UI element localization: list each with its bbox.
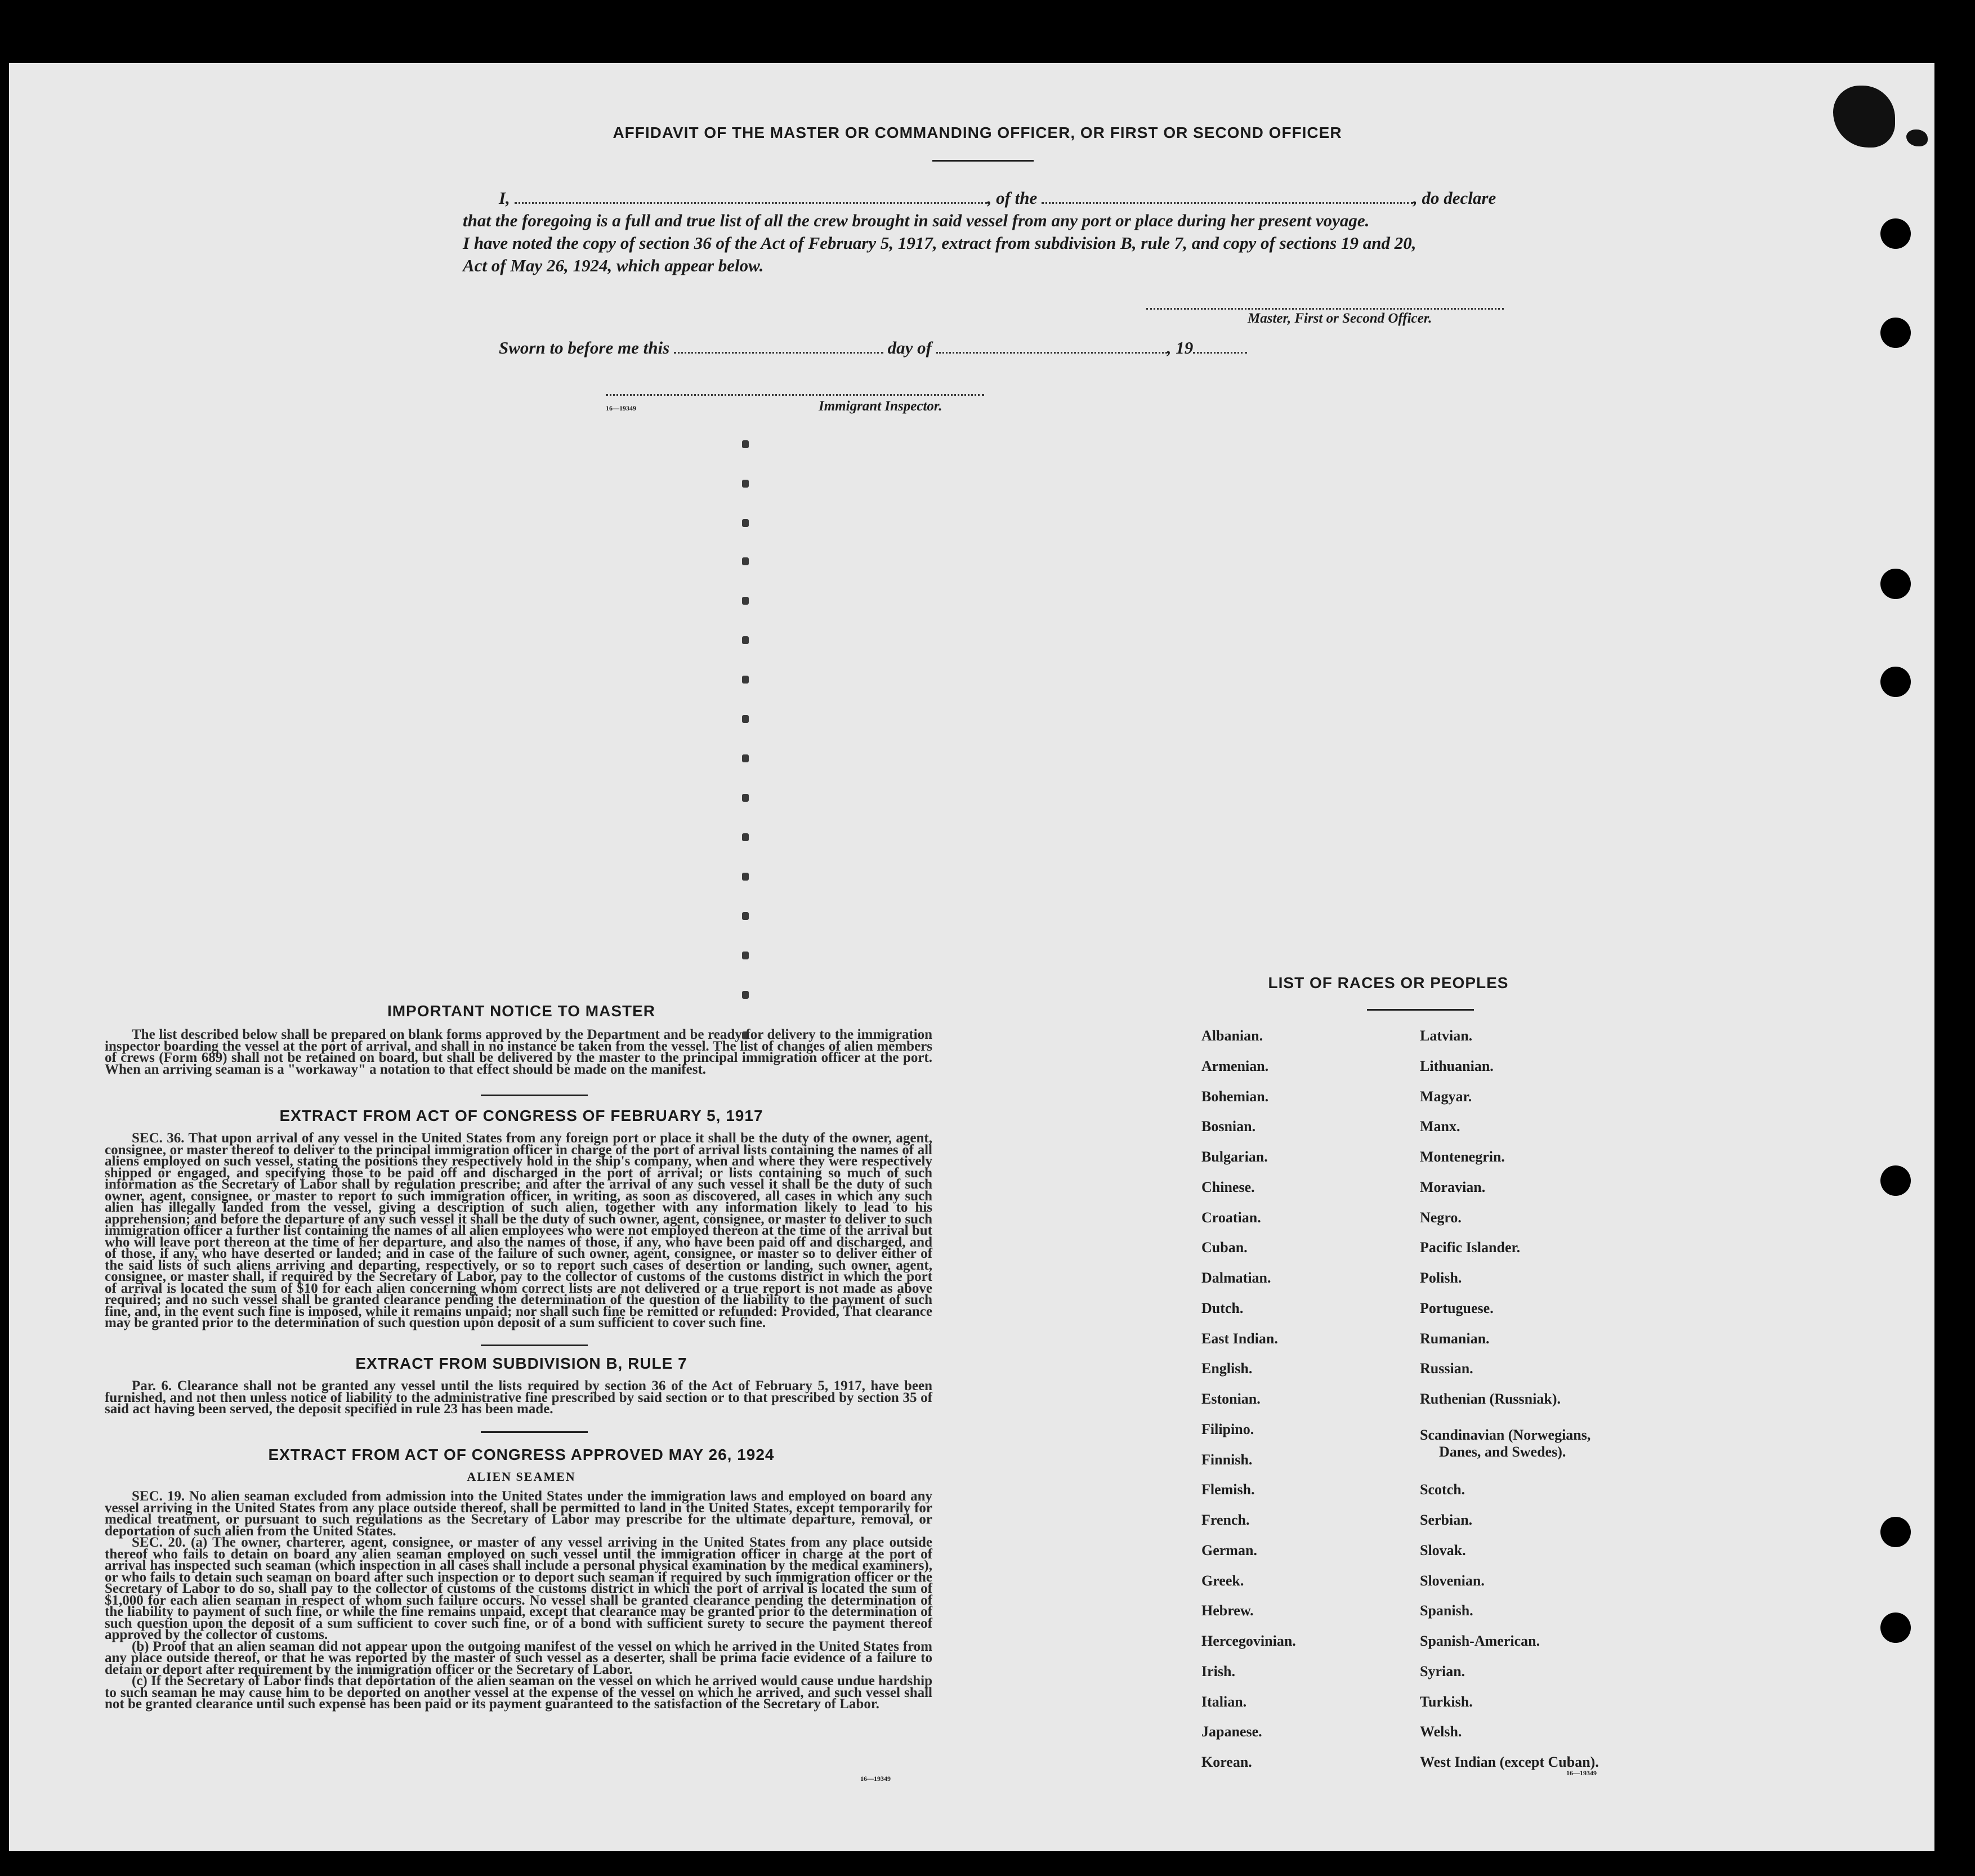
race-dutch: Dutch. (1201, 1300, 1244, 1316)
race-syrian: Syrian. (1420, 1663, 1465, 1680)
race-cuban: Cuban. (1201, 1239, 1248, 1256)
race-polish: Polish. (1420, 1270, 1462, 1286)
race-finnish: Finnish. (1201, 1451, 1253, 1468)
fold-mark (742, 480, 749, 488)
race-negro: Negro. (1420, 1209, 1462, 1226)
section-36-paragraph: SEC. 36. That upon arrival of any vessel in the United States from any foreign port or place it shall be the duty of the owner, agent, consignee, or master thereof to deliver to the principal immigration officer in charge of the port of arrival lists containing the names of all aliens employed on such vessel, stating the positions they respectively hold in the ship's company, when and where they were respectively shipped or engaged, and specifying those to be paid off and discharged in the port of arrival; or lists containing so much of such information as the Secretary of Labor shall by regulation prescribe; and after the arrival of any such vessel it shall be the duty of such owner, agent, consignee, or master to report to such immigration officer, in writing, as soon as discovered, all cases in which any such alien has illegally landed from the vessel, giving a description of such alien, together with any information likely to lead to his apprehension; and before the departure of any such vessel it shall be the duty of such owner, agent, consignee, or master to deliver to such immigration officer a further list containing the names of all alien employees who were not employed thereon at the time of the arrival but who will leave port thereon at the time of her departure, and also the names of those, if any, who have been paid off and discharged, and of those, if any, who have deserted or landed; and in case of the failure of such owner, agent, consignee, or master so to deliver either of the said lists of such aliens arriving and departing, respectively, or so to report such cases of desertion or landing, such owner, agent, consignee, or master shall, if required by the Secretary of Labor, pay to the collector of customs of the customs district in which the port of arrival is located the sum of $10 for each alien concerning whom correct lists are not delivered or a true report is not made as above required; and no such vessel shall be granted clearance pending the determination of the question of the liability to the payment of such fine, and, in the event such fine is imposed, while it remains unpaid; nor shall such fine be remitted or refunded: Provided, That clearance may be granted prior to the determination of such question upon deposit of a sum sufficient to cover such fine. (105, 1131, 932, 1330)
race-russian: Russian. (1420, 1360, 1473, 1377)
inspector-label: Immigrant Inspector. (819, 399, 942, 414)
race-hercegovinian: Hercegovinian. (1201, 1633, 1296, 1649)
section-20b-paragraph: (b) Proof that an alien seaman did not appear upon the outgoing manifest of the vessel on which he arrived in the United States from any place outside thereof, or that he was reported by the master of such vessel as a deserter, shall be prima facie evidence of a failure to detain or deport after requirement by the immigration officer or the Secretary of Labor. (105, 1638, 932, 1677)
fold-mark (742, 912, 749, 920)
races-form-code: 16—19349 (1566, 1769, 1597, 1777)
extract-1924-title: EXTRACT FROM ACT OF CONGRESS APPROVED MAY 26, 1924 (268, 1446, 775, 1463)
race-pacific-islander: Pacific Islander. (1420, 1239, 1521, 1256)
fold-mark (742, 794, 749, 802)
race-german: German. (1201, 1542, 1257, 1558)
affidavit-form-code: 16—19349 (606, 404, 636, 412)
race-filipino: Filipino. (1201, 1421, 1254, 1437)
binder-hole (1880, 1165, 1911, 1196)
race-chinese: Chinese. (1201, 1179, 1255, 1195)
fold-mark (742, 597, 749, 605)
race-slovenian: Slovenian. (1420, 1573, 1485, 1589)
notice-title: IMPORTANT NOTICE TO MASTER (387, 1002, 656, 1020)
race-welsh: Welsh. (1420, 1723, 1462, 1740)
document-sheet (9, 63, 1934, 1851)
race-magyar: Magyar. (1420, 1088, 1472, 1105)
race-greek: Greek. (1201, 1573, 1244, 1589)
fold-mark (742, 715, 749, 723)
declaration-line-1 (499, 188, 1529, 208)
binder-hole (1880, 218, 1911, 249)
race-croatian: Croatian. (1201, 1209, 1261, 1226)
race-bulgarian: Bulgarian. (1201, 1149, 1268, 1165)
race-korean: Korean. (1201, 1754, 1252, 1770)
title-rule (932, 160, 1034, 162)
sworn-month-field[interactable] (936, 352, 1167, 354)
extract-1917-title: EXTRACT FROM ACT OF CONGRESS OF FEBRUARY 5, 1917 (279, 1107, 763, 1124)
declaration-line-3: I have noted the copy of section 36 of the Act of February 5, 1917, extract from subdivision B, rule 7, and copy of sections 19 and 20, (463, 233, 1417, 253)
section-rule (481, 1431, 588, 1433)
fold-mark (742, 440, 749, 448)
section-20c-paragraph: (c) If the Secretary of Labor finds that deportation of the alien seaman on the vessel on which he arrived would cause undue hardship to such seaman he may cause him to be deported on another vessel at the expense of the vessel on which he arrived, and such vessel shall not be granted clearance until such expense has been paid or its payment guaranteed to the satisfaction of the Secretary of Labor. (105, 1673, 932, 1712)
fold-mark (742, 636, 749, 644)
section-rule (481, 1095, 588, 1096)
race-japanese: Japanese. (1201, 1723, 1262, 1740)
binder-hole (1880, 318, 1911, 348)
race-dalmatian: Dalmatian. (1201, 1270, 1271, 1286)
race-montenegrin: Montenegrin. (1420, 1149, 1505, 1165)
race-spanish: Spanish. (1420, 1602, 1473, 1619)
race-lithuanian: Lithuanian. (1420, 1058, 1494, 1074)
notice-text (105, 1029, 932, 1075)
binder-hole (1880, 569, 1911, 599)
section-20a-paragraph: SEC. 20. (a) The owner, charterer, agent, consignee, or master of any vessel arriving in the United States from any place outside thereof who fails to detain on board any alien seaman employed on such vessel until the immigration officer in charge at the port of arrival has inspected such seaman (which inspection in all cases shall include a personal physical examination by the medical examiners), or who fails to detain such seaman on board after such inspection or to deport such seaman if required by such immigration officer or the Secretary of Labor to do so, shall pay to the collector of customs of the customs district in which the port of arrival is located the sum of $1,000 for each alien seaman in respect of whom such failure occurs. No vessel shall be granted clearance pending the determination of the liability to payment of such fine, or while the fine remains unpaid, except that clearance may be granted prior to the determination of such question upon the deposit of a sum sufficient to cover such fine, or of a bond with sufficient surety to secure the payment thereof approved by the collector of customs. (105, 1535, 932, 1642)
sworn-label: Sworn to before me this (499, 338, 670, 358)
races-title: LIST OF RACES OR PEOPLES (1268, 974, 1509, 991)
notice-paragraph: The list described below shall be prepared on blank forms approved by the Department and be ready for delivery to the immigration inspector boarding the vessel at the port of arrival, and shall in no instance be taken from the vessel. The list of changes of alien members of crews (Form 689) shall not be retained on board, but shall be delivered by the master to the principal immigration officer at the port. When an arriving seaman is a "workaway" a notation to that effect should be made on the manifest. (105, 1027, 932, 1077)
race-rumanian: Rumanian. (1420, 1330, 1490, 1347)
races-rule (1367, 1009, 1474, 1011)
inspector-signature-line[interactable] (606, 394, 984, 396)
fold-mark (742, 952, 749, 959)
name-field[interactable] (515, 202, 987, 204)
race-manx: Manx. (1420, 1118, 1460, 1134)
race-english: English. (1201, 1360, 1253, 1377)
race-turkish: Turkish. (1420, 1694, 1473, 1710)
race-scotch: Scotch. (1420, 1481, 1465, 1498)
vessel-field[interactable] (1042, 202, 1413, 204)
extract-form-code: 16—19349 (860, 1775, 891, 1783)
rule-7-paragraph: Par. 6. Clearance shall not be granted any vessel until the lists required by section 36 of the Act of February 5, 1917, have been furnished, and not then unless notice of liability to the administrative fine prescribed by said section or to that prescribed by section 35 of said act having been served, the deposit specified in rule 23 has been made. (105, 1378, 932, 1417)
race-spanish-american: Spanish-American. (1420, 1633, 1540, 1649)
section-rule (481, 1345, 588, 1346)
master-signature-label: Master, First or Second Officer. (1248, 311, 1432, 326)
subdivision-b-text (105, 1378, 932, 1417)
race-scandinavian: Scandinavian (Norwegians, (1420, 1427, 1591, 1443)
race-scandinavian-cont: Danes, and Swedes). (1439, 1444, 1566, 1460)
race-bosnian: Bosnian. (1201, 1118, 1256, 1134)
declaration-line-4: Act of May 26, 1924, which appear below. (463, 256, 764, 275)
declaration-line-2: that the foregoing is a full and true list of all the crew brought in said vessel from any port or place during her present voyage. (463, 211, 1370, 230)
binder-hole (1880, 1517, 1911, 1547)
subdivision-b-title: EXTRACT FROM SUBDIVISION B, RULE 7 (355, 1355, 687, 1372)
alien-seamen-subtitle: ALIEN SEAMEN (467, 1469, 576, 1484)
year-label: , 19 (1167, 338, 1194, 358)
sworn-day-field[interactable] (674, 352, 883, 354)
fold-mark (742, 833, 749, 841)
ink-stain (1906, 129, 1928, 146)
race-italian: Italian. (1201, 1694, 1247, 1710)
section-19-paragraph: SEC. 19. No alien seaman excluded from admission into the United States under the immigration laws and employed on board any vessel arriving in the United States from any place outside thereof, shall be permitted to land in the United States, except temporarily for medical treatment, or pursuant to such regulations as the Secretary of Labor may prescribe for the ultimate departure, removal, or deportation of such alien from the United States. (105, 1489, 932, 1539)
fold-mark (742, 754, 749, 762)
sworn-line (499, 338, 1343, 358)
fold-mark (742, 676, 749, 684)
fold-mark (742, 557, 749, 565)
race-flemish: Flemish. (1201, 1481, 1255, 1498)
master-signature-line[interactable] (1146, 308, 1504, 310)
race-armenian: Armenian. (1201, 1058, 1269, 1074)
race-ruthenian: Ruthenian (Russniak). (1420, 1391, 1561, 1407)
binder-hole (1880, 667, 1911, 697)
race-estonian: Estonian. (1201, 1391, 1261, 1407)
race-irish: Irish. (1201, 1663, 1235, 1680)
race-latvian: Latvian. (1420, 1028, 1473, 1044)
of-the-label: , of the (987, 188, 1038, 208)
race-serbian: Serbian. (1420, 1512, 1473, 1528)
fold-mark (742, 519, 749, 527)
race-west-indian: West Indian (except Cuban). (1420, 1754, 1599, 1770)
ink-stain (1833, 86, 1895, 148)
affidavit-title: AFFIDAVIT OF THE MASTER OR COMMANDING OFFICER, OR FIRST OR SECOND OFFICER (613, 124, 1342, 141)
day-of-label: day of (887, 338, 932, 358)
race-albanian: Albanian. (1201, 1028, 1263, 1044)
race-east-indian: East Indian. (1201, 1330, 1278, 1347)
race-hebrew: Hebrew. (1201, 1602, 1254, 1619)
race-french: French. (1201, 1512, 1250, 1528)
race-slovak: Slovak. (1420, 1542, 1466, 1558)
declare-label: , do declare (1413, 188, 1496, 208)
extract-1917-text (105, 1133, 932, 1329)
sworn-year-field[interactable] (1193, 352, 1247, 354)
race-moravian: Moravian. (1420, 1179, 1486, 1195)
i-label: I, (499, 188, 510, 208)
race-bohemian: Bohemian. (1201, 1088, 1269, 1105)
fold-mark (742, 873, 749, 881)
binder-hole (1880, 1613, 1911, 1643)
extract-1924-text (105, 1491, 932, 1710)
race-portuguese: Portuguese. (1420, 1300, 1494, 1316)
fold-mark (742, 991, 749, 999)
